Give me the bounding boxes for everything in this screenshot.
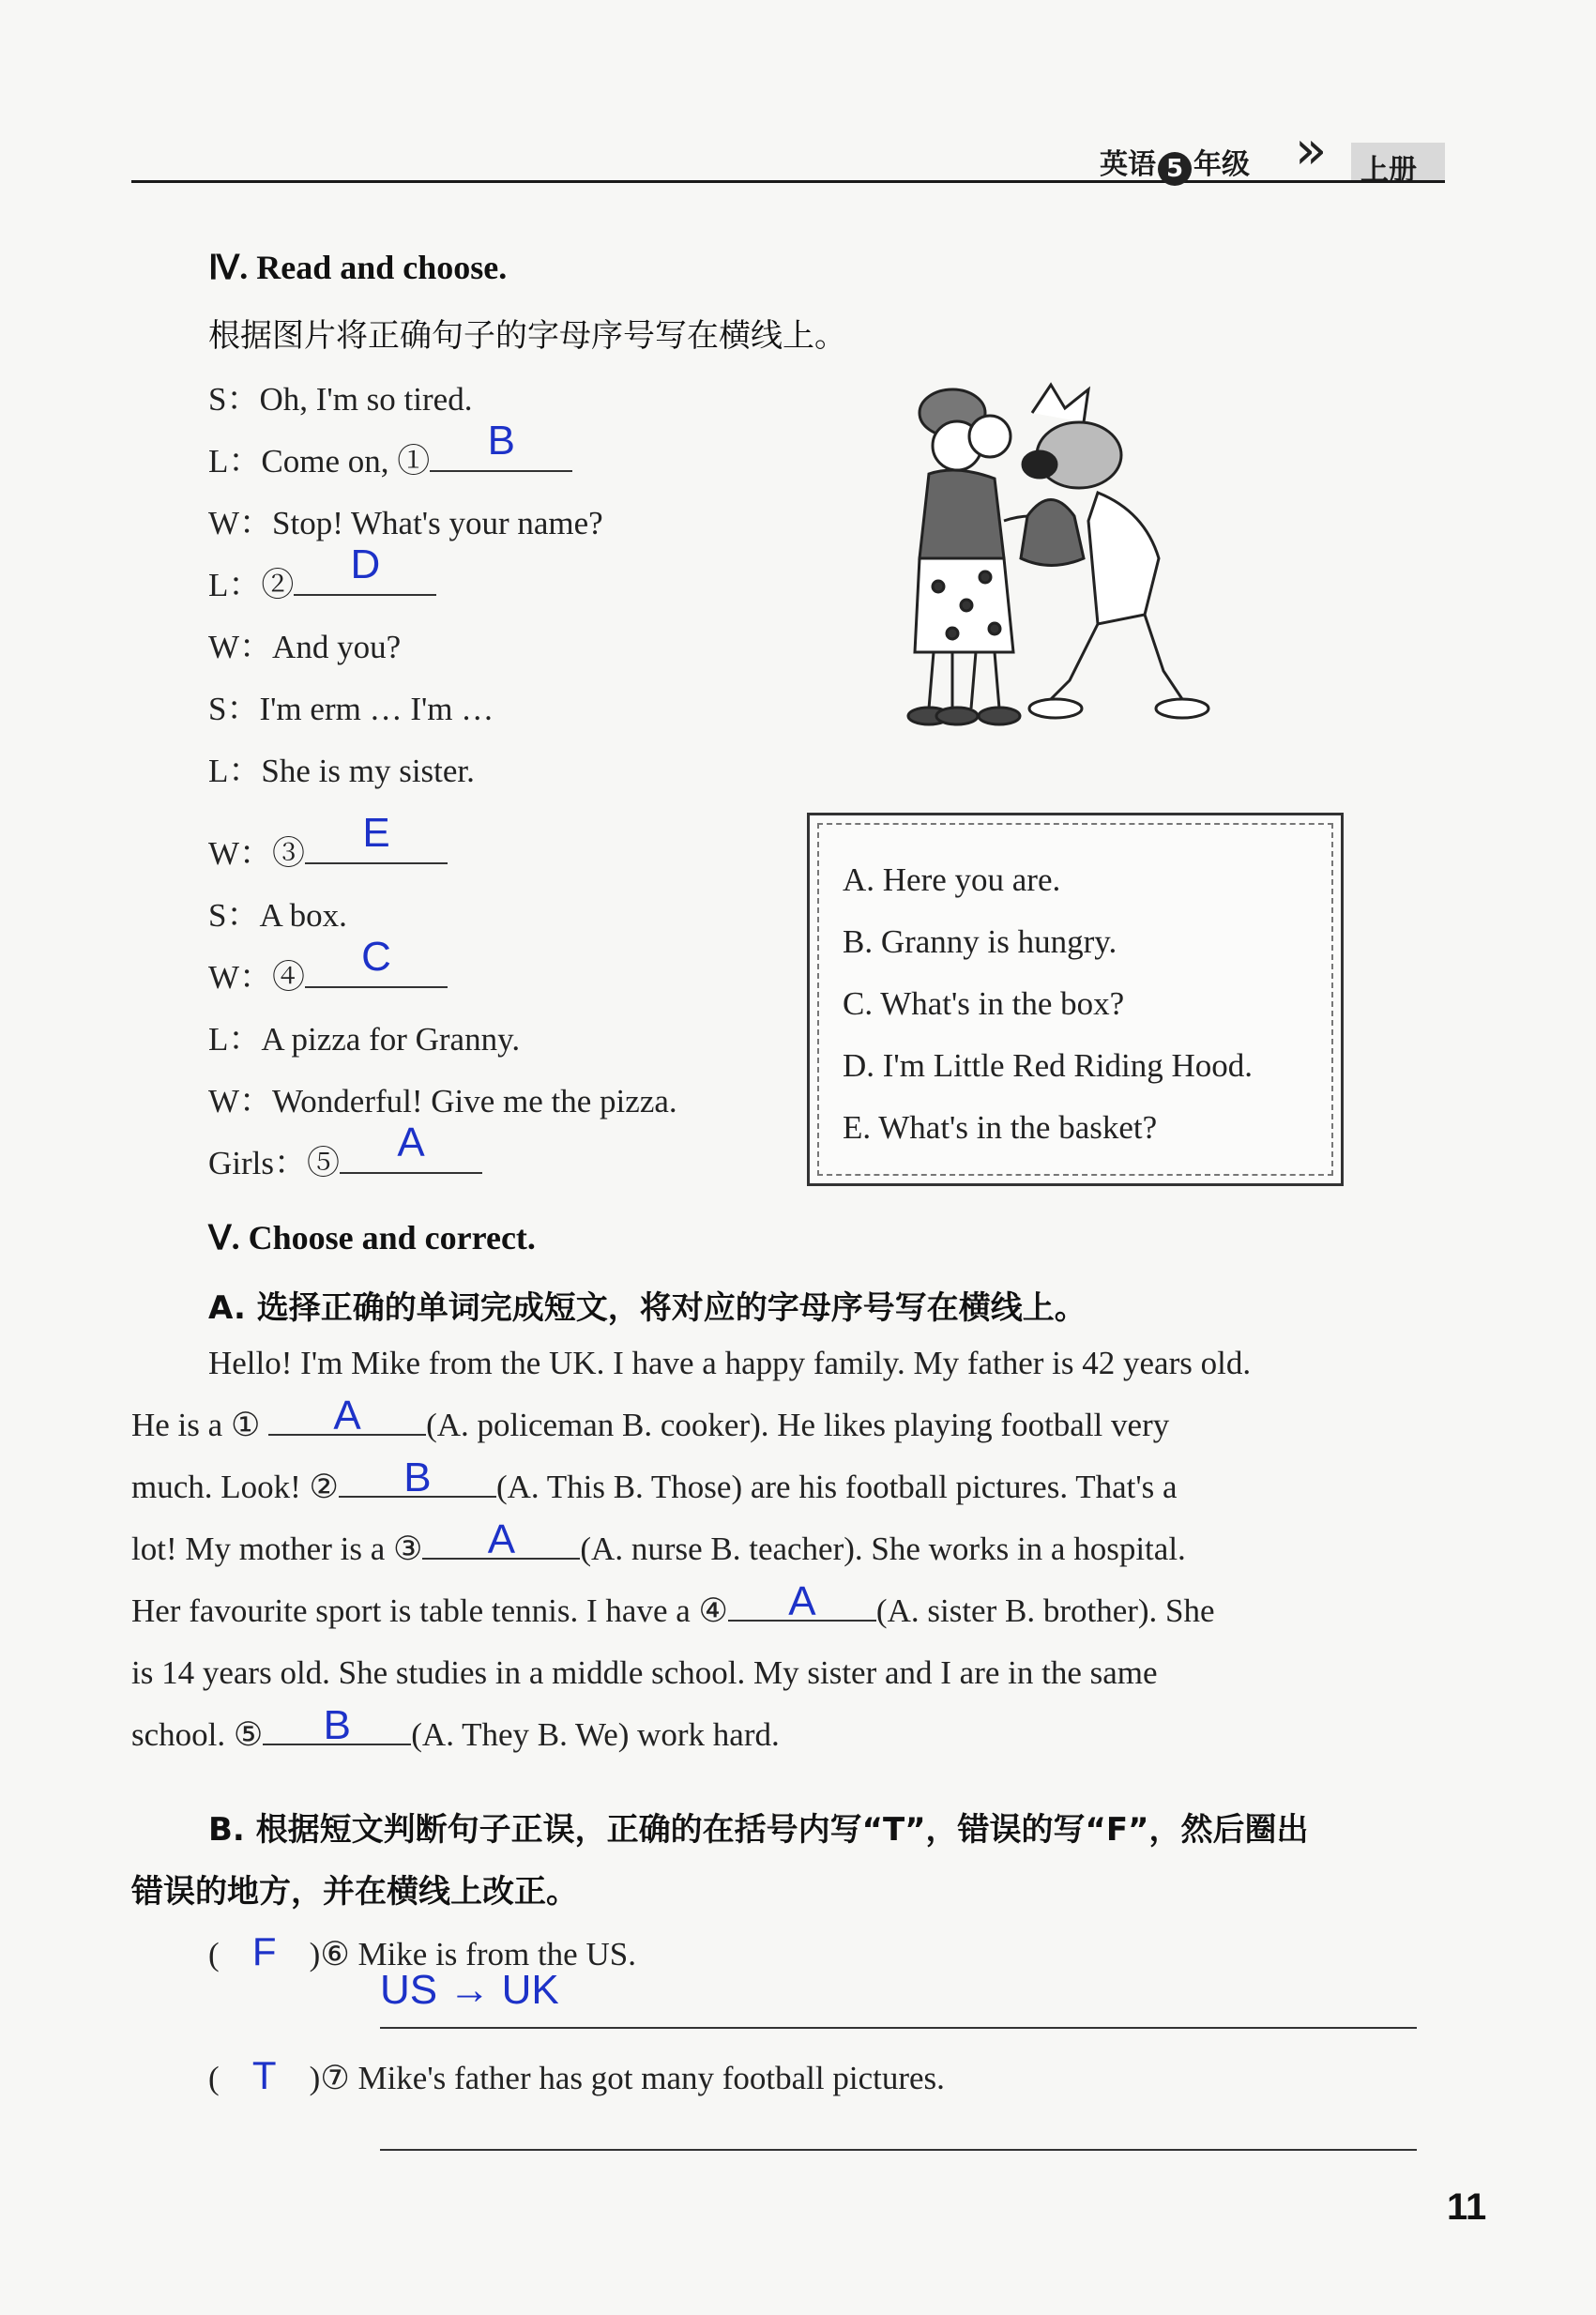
dialogue-line-13 [208, 1119, 482, 1184]
section5-title: Ⅴ. Choose and correct. [208, 1219, 536, 1256]
item-text: Mike is from the US. [357, 1936, 636, 1972]
dialogue-line-10 [208, 934, 448, 998]
speaker: W： [208, 835, 273, 872]
dialogue-line-5 [208, 621, 401, 668]
answer-3: E [362, 810, 390, 856]
answer-blank-3[interactable] [305, 810, 448, 864]
blank-number: ④ [272, 959, 306, 996]
dialogue-text: A box. [259, 897, 347, 934]
speaker: W： [208, 1083, 273, 1119]
speaker: L： [208, 443, 262, 480]
passage-text: (A. They B. We) work hard. [411, 1716, 780, 1753]
passage-blank-2[interactable] [339, 1454, 496, 1500]
dialogue-text: Oh, I'm so tired. [259, 381, 473, 418]
header-grade-suffix: 年级 [1193, 148, 1250, 181]
option-e: E. What's in the basket? [843, 1109, 1158, 1146]
passage-text: lot! My mother is a [131, 1531, 393, 1567]
passage-line-6: is 14 years old. She studies in a middle school. My sister and I are in the same [131, 1654, 1158, 1691]
speaker: W： [208, 505, 273, 541]
dialogue-text: I'm erm … I'm … [259, 691, 494, 727]
dialogue-text: Wonderful! Give me the pizza. [272, 1083, 677, 1119]
option-c: C. What's in the box? [843, 985, 1125, 1022]
dialogue-text: A pizza for Granny. [261, 1021, 521, 1058]
passage-text: He is a [131, 1407, 231, 1443]
dialogue-line-6 [208, 683, 494, 730]
correction-line-6 [380, 2027, 1417, 2029]
dialogue-line-2 [208, 418, 572, 482]
speaker: L： [208, 567, 262, 603]
blank-number: ⑤ [233, 1716, 264, 1753]
passage-line-1: Hello! I'm Mike from the UK. I have a happy family. My father is 42 years old. [208, 1345, 1252, 1381]
correction-6[interactable]: US → UK [380, 1967, 559, 2013]
dialogue-text: Stop! What's your name? [272, 505, 603, 541]
tf-item-6: ( F )⑥ Mike is from the US. [208, 1929, 636, 1973]
dialogue-line-1 [208, 373, 472, 420]
illustration [863, 371, 1239, 727]
passage-answer-5: B [323, 1702, 351, 1748]
passage-text: (A. nurse B. teacher). She works in a hospital. [580, 1531, 1186, 1567]
header-grade-num: 5 [1158, 152, 1192, 186]
passage-text: much. Look! [131, 1469, 310, 1505]
chevron-double-icon: » [1295, 120, 1328, 181]
answer-blank-5[interactable] [340, 1119, 482, 1174]
blank-number: ③ [272, 835, 306, 872]
answer-2: D [350, 541, 381, 587]
header-grade [1100, 141, 1250, 186]
blank-number: ① [397, 443, 431, 480]
dialogue-line-11 [208, 1013, 520, 1060]
dialogue-text: And you? [272, 629, 402, 665]
dialogue-line-9 [208, 890, 347, 937]
answer-4: C [361, 934, 391, 980]
passage-answer-1: A [333, 1393, 361, 1439]
page-number: 11 [1447, 2186, 1487, 2228]
passage-line-7 [131, 1704, 1417, 1766]
section5-partB-instruction-2: 错误的地方，并在横线上改正。 [131, 1873, 578, 1911]
passage-text: school. [131, 1716, 234, 1753]
blank-number: ② [261, 567, 295, 603]
speaker: Girls： [208, 1145, 308, 1181]
header-subject: 英语 [1100, 148, 1156, 181]
passage-line-2 [131, 1394, 1417, 1456]
speaker: W： [208, 959, 273, 996]
tf-answer-7[interactable]: T [251, 2053, 277, 2097]
option-b: B. Granny is hungry. [843, 923, 1117, 960]
speaker: L： [208, 753, 262, 789]
item-number: ⑦ [320, 2060, 350, 2096]
blank-number: ③ [393, 1531, 423, 1567]
passage-text: (A. This B. Those) are his football pictures. That's a [495, 1469, 1178, 1505]
blank-number: ② [309, 1469, 339, 1505]
option-d: D. I'm Little Red Riding Hood. [843, 1047, 1253, 1084]
passage-blank-1[interactable] [268, 1393, 426, 1439]
passage-text: (A. sister B. brother). She [875, 1592, 1215, 1629]
passage-answer-4: A [788, 1578, 816, 1624]
section4-title: Ⅳ. Read and choose. [208, 249, 508, 286]
answer-5: A [397, 1119, 425, 1165]
passage-blank-3[interactable] [422, 1516, 580, 1562]
header-volume: 上册 [1360, 154, 1417, 187]
answer-blank-4[interactable] [305, 934, 448, 988]
passage-blank-4[interactable] [728, 1578, 876, 1624]
tf-item-7: ( T )⑦ Mike's father has got many football pictures. [208, 2053, 945, 2097]
dialogue-line-7 [208, 745, 475, 792]
dialogue-line-12 [208, 1075, 677, 1122]
option-a: A. Here you are. [843, 861, 1061, 898]
dialogue-text: Come on, [261, 443, 398, 480]
dialogue-line-8 [208, 810, 448, 875]
tf-answer-6[interactable]: F [251, 1929, 277, 1973]
passage-answer-2: B [403, 1454, 432, 1500]
section5-partB-instruction-1: B. 根据短文判断句子正误，正确的在括号内写“T”，错误的写“F”，然后圈出 [208, 1811, 1309, 1849]
speaker: S： [208, 691, 260, 727]
dialogue-text: She is my sister. [261, 753, 475, 789]
section4-instruction: 根据图片将正确句子的字母序号写在横线上。 [208, 317, 846, 355]
blank-number: ① [230, 1407, 261, 1443]
passage-line-5 [131, 1580, 1417, 1642]
passage-answer-3: A [487, 1516, 516, 1562]
passage-blank-5[interactable] [263, 1702, 411, 1748]
dialogue-line-4 [208, 541, 436, 606]
blank-number: ⑤ [307, 1145, 341, 1181]
speaker: S： [208, 381, 260, 418]
answer-blank-2[interactable] [294, 541, 436, 596]
passage-text: Her favourite sport is table tennis. I have a [131, 1592, 699, 1629]
speaker: W： [208, 629, 273, 665]
answer-1: B [487, 418, 515, 464]
passage-text: (A. policeman B. cooker). He likes playing football very [426, 1407, 1170, 1443]
speaker: S： [208, 897, 260, 934]
item-number: ⑥ [320, 1936, 350, 1972]
blank-number: ④ [698, 1592, 728, 1629]
section5-partA-instruction: A. 选择正确的单词完成短文，将对应的字母序号写在横线上。 [208, 1289, 1087, 1327]
answer-blank-1[interactable] [430, 418, 572, 472]
passage-line-3 [131, 1456, 1417, 1518]
dialogue-line-3 [208, 497, 603, 544]
item-text: Mike's father has got many football pictures. [357, 2060, 945, 2096]
speaker: L： [208, 1021, 262, 1058]
correction-line-7[interactable] [380, 2149, 1417, 2151]
